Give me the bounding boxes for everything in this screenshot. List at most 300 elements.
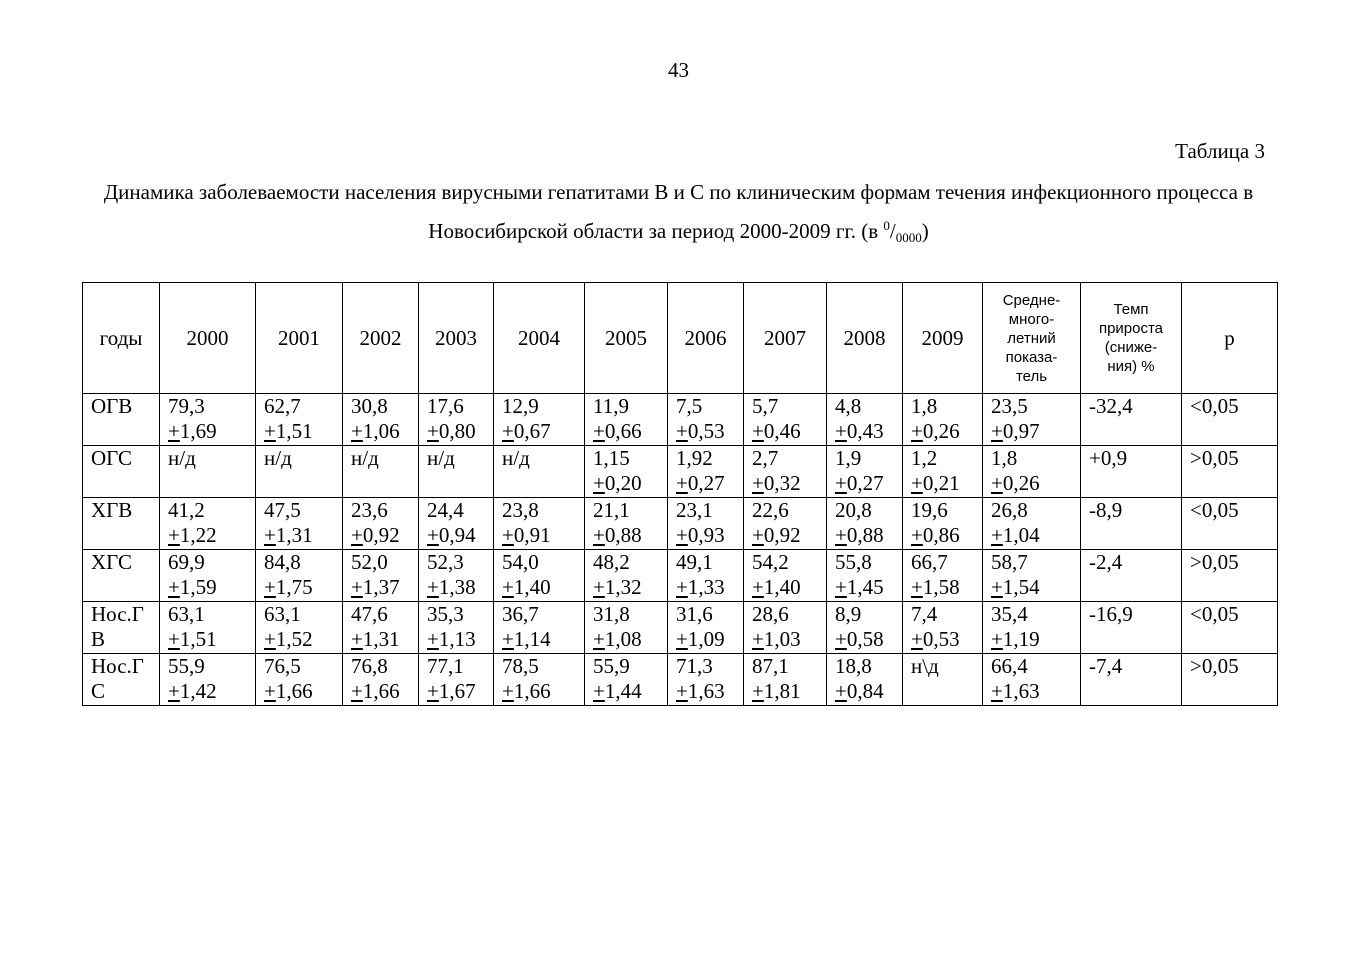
rate-cell [256,654,343,706]
rate-value-line: +0,21 [911,471,960,495]
rate-value-line: +1,42 [168,679,217,703]
rate-value-line: +0,88 [593,523,642,547]
rate-value-line: 63,1 [168,602,205,626]
average-value-line: +0,26 [991,471,1040,495]
plus-minus-sign: + [991,679,1003,703]
rate-cell [903,446,983,498]
average-cell [983,498,1081,550]
rate-value-line: 30,8 [351,394,388,418]
row-label [83,550,160,602]
rate-value-line: +1,38 [427,575,476,599]
plus-minus-sign: + [168,627,180,651]
plus-minus-sign: + [676,523,688,547]
rate-value-line: 8,9 [835,602,862,626]
table-row [83,446,1278,498]
header-p-value: р [1182,283,1278,394]
rate-cell [903,654,983,706]
table-row [83,498,1278,550]
title-sup: 0 [883,218,890,233]
row-label-line: ХГС [91,550,133,574]
row-label [83,498,160,550]
plus-minus-sign: + [264,419,276,443]
title-text: Динамика заболеваемости населения вирусными гепатитами В и С по клиническим формам течения инфекционного процесса в Новосибирской области за период 2000-2009 гг. (в [103,180,1254,243]
rate-value-line: 66,7 [911,550,948,574]
rate-value-line: +1,03 [752,627,801,651]
plus-minus-sign: + [264,523,276,547]
rate-value-line: +0,58 [835,627,884,651]
plus-minus-sign: + [676,627,688,651]
rate-cell [419,550,494,602]
rate-cell [744,654,827,706]
rate-cell [419,602,494,654]
rate-value-line: 78,5 [502,654,539,678]
plus-minus-sign: + [991,419,1003,443]
rate-value-line: +1,67 [427,679,476,703]
rate-cell [827,654,903,706]
rate-cell [903,394,983,446]
rate-value-line: 11,9 [593,394,629,418]
table-label: Таблица 3 [1175,139,1265,163]
growth-cell: +0,9 [1081,446,1182,498]
growth-cell: -8,9 [1081,498,1182,550]
title-slash: / [889,219,896,243]
plus-minus-sign: + [911,627,923,651]
rate-cell [668,394,744,446]
rate-cell [494,654,585,706]
rate-value-line: +1,14 [502,627,551,651]
rate-cell [903,550,983,602]
p-value-cell: <0,05 [1182,498,1278,550]
rate-cell [343,654,419,706]
table-row [83,654,1278,706]
row-label-line: ХГВ [91,498,133,522]
rate-cell [903,602,983,654]
rate-value-line: +0,20 [593,471,642,495]
rate-value-line: 23,6 [351,498,388,522]
plus-minus-sign: + [676,575,688,599]
rate-value-line: +1,58 [911,575,960,599]
table-body [83,394,1278,706]
header-year: 2005 [585,283,668,394]
row-label-line: ОГС [91,446,133,470]
plus-minus-sign: + [168,679,180,703]
rate-value-line: 36,7 [502,602,539,626]
rate-value-line: 54,0 [502,550,539,574]
rate-value-line: 49,1 [676,550,713,574]
incidence-table [82,282,1278,706]
rate-cell [256,550,343,602]
plus-minus-sign: + [991,627,1003,651]
plus-minus-sign: + [168,575,180,599]
row-label-line: Нос.Г [91,602,144,626]
rate-cell [827,550,903,602]
rate-cell [419,446,494,498]
plus-minus-sign: + [752,419,764,443]
plus-minus-sign: + [351,627,363,651]
rate-value-line: 84,8 [264,550,301,574]
plus-minus-sign: + [835,471,847,495]
rate-value-line: 12,9 [502,394,539,418]
rate-value-line: +0,43 [835,419,884,443]
plus-minus-sign: + [427,419,439,443]
rate-value-line: +1,13 [427,627,476,651]
header-average-line: много- [1008,310,1055,328]
rate-value-line: +1,81 [752,679,801,703]
rate-value-line: +1,52 [264,627,313,651]
rate-cell [827,446,903,498]
rate-value-line: 20,8 [835,498,872,522]
rate-value-line: 1,2 [911,446,938,470]
plus-minus-sign: + [676,679,688,703]
rate-value-line: +0,92 [752,523,801,547]
plus-minus-sign: + [835,419,847,443]
row-label-line: ОГВ [91,394,133,418]
growth-cell: -2,4 [1081,550,1182,602]
rate-value-line: 5,7 [752,394,779,418]
plus-minus-sign: + [593,679,605,703]
table-row [83,394,1278,446]
plus-minus-sign: + [351,575,363,599]
rate-value-line: +0,84 [835,679,884,703]
rate-value-line: +1,75 [264,575,313,599]
average-value-line: 1,8 [991,446,1018,470]
plus-minus-sign: + [835,575,847,599]
rate-value-line: 1,15 [593,446,630,470]
plus-minus-sign: + [593,575,605,599]
rate-value-line: +1,69 [168,419,217,443]
rate-value-line: +0,93 [676,523,725,547]
plus-minus-sign: + [168,419,180,443]
rate-value-line: 47,6 [351,602,388,626]
rate-value-line: н/д [168,446,196,470]
rate-value-line: 18,8 [835,654,872,678]
rate-cell [419,498,494,550]
rate-value-line: +1,32 [593,575,642,599]
table-row [83,550,1278,602]
rate-cell [160,550,256,602]
plus-minus-sign: + [752,679,764,703]
rate-value-line: +1,66 [264,679,313,703]
rate-value-line: 23,8 [502,498,539,522]
plus-minus-sign: + [264,679,276,703]
plus-minus-sign: + [502,419,514,443]
average-value-line: 23,5 [991,394,1028,418]
plus-minus-sign: + [593,471,605,495]
rate-cell [585,394,668,446]
header-average-line: летний [1007,329,1056,347]
plus-minus-sign: + [911,575,923,599]
rate-value-line: +1,33 [676,575,725,599]
header-growth-rate-line: ния) % [1107,358,1155,375]
plus-minus-sign: + [991,575,1003,599]
plus-minus-sign: + [168,523,180,547]
rate-value-line: 19,6 [911,498,948,522]
average-value-line: +0,97 [991,419,1040,443]
header-average [983,283,1081,394]
average-cell [983,394,1081,446]
header-year: 2007 [744,283,827,394]
rate-value-line: 35,3 [427,602,464,626]
header-year: 2001 [256,283,343,394]
header-average-line: тель [1015,367,1048,385]
rate-value-line: н/д [427,446,455,470]
rate-value-line: +0,80 [427,419,476,443]
rate-value-line: 55,9 [168,654,205,678]
plus-minus-sign: + [264,627,276,651]
header-year: 2002 [343,283,419,394]
rate-value-line: +1,40 [502,575,551,599]
rate-value-line: 47,5 [264,498,301,522]
header-average-line: Средне- [1002,291,1061,309]
rate-value-line: +1,08 [593,627,642,651]
rate-value-line: 41,2 [168,498,205,522]
rate-value-line: +0,32 [752,471,801,495]
rate-cell [744,498,827,550]
growth-cell: -16,9 [1081,602,1182,654]
plus-minus-sign: + [593,627,605,651]
average-value-line: 58,7 [991,550,1028,574]
rate-value-line: 7,5 [676,394,703,418]
rate-value-line: +1,51 [264,419,313,443]
plus-minus-sign: + [676,419,688,443]
rate-cell [585,654,668,706]
rate-cell [343,550,419,602]
plus-minus-sign: + [502,575,514,599]
rate-value-line: +0,88 [835,523,884,547]
plus-minus-sign: + [835,523,847,547]
row-label [83,654,160,706]
p-value-cell: >0,05 [1182,654,1278,706]
rate-cell [160,654,256,706]
row-label [83,602,160,654]
plus-minus-sign: + [911,471,923,495]
plus-minus-sign: + [502,679,514,703]
header-growth-rate-line: прироста [1098,320,1164,337]
plus-minus-sign: + [427,627,439,651]
rate-cell [668,602,744,654]
rate-cell [343,498,419,550]
rate-cell [494,550,585,602]
rate-value-line: +1,22 [168,523,217,547]
plus-minus-sign: + [752,575,764,599]
rate-value-line: 31,6 [676,602,713,626]
rate-value-line: +1,31 [264,523,313,547]
rate-value-line: 87,1 [752,654,789,678]
rate-cell [827,394,903,446]
growth-cell: -32,4 [1081,394,1182,446]
rate-cell [494,394,585,446]
rate-cell [668,654,744,706]
header-growth-rate-line: (сниже- [1104,339,1158,356]
rate-value-line: 1,9 [835,446,862,470]
average-cell [983,446,1081,498]
p-value-cell: <0,05 [1182,602,1278,654]
row-label-line: В [91,627,106,651]
rate-value-line: +0,94 [427,523,476,547]
title-sub: 0000 [895,230,922,245]
average-value-line: 26,8 [991,498,1028,522]
header-year: 2006 [668,283,744,394]
rate-value-line: 4,8 [835,394,862,418]
plus-minus-sign: + [427,523,439,547]
rate-value-line: 22,6 [752,498,789,522]
rate-cell [419,654,494,706]
header-row-label: годы [83,283,160,394]
rate-cell [494,446,585,498]
plus-minus-sign: + [835,679,847,703]
rate-value-line: 2,7 [752,446,779,470]
rate-value-line: +1,51 [168,627,217,651]
rate-value-line: 23,1 [676,498,713,522]
rate-cell [160,446,256,498]
plus-minus-sign: + [351,419,363,443]
rate-value-line: 63,1 [264,602,301,626]
rate-value-line: 62,7 [264,394,301,418]
header-average-line: показа- [1005,348,1058,366]
rate-value-line: +0,53 [911,627,960,651]
rate-value-line: 79,3 [168,394,205,418]
rate-cell [343,602,419,654]
plus-minus-sign: + [911,419,923,443]
rate-value-line: 77,1 [427,654,464,678]
header-year: 2003 [419,283,494,394]
rate-value-line: +1,31 [351,627,400,651]
plus-minus-sign: + [502,627,514,651]
rate-value-line: 7,4 [911,602,938,626]
rate-value-line: +0,86 [911,523,960,547]
plus-minus-sign: + [991,471,1003,495]
plus-minus-sign: + [264,575,276,599]
header-year: 2008 [827,283,903,394]
rate-cell [256,446,343,498]
rate-value-line: +0,53 [676,419,725,443]
rate-value-line: +1,45 [835,575,884,599]
row-label-line: Нос.Г [91,654,144,678]
plus-minus-sign: + [427,679,439,703]
header-year: 2009 [903,283,983,394]
rate-value-line: +0,92 [351,523,400,547]
rate-value-line: 28,6 [752,602,789,626]
average-value-line: +1,19 [991,627,1040,651]
row-label [83,394,160,446]
rate-cell [343,446,419,498]
rate-value-line: +0,91 [502,523,551,547]
plus-minus-sign: + [752,471,764,495]
rate-cell [744,446,827,498]
average-value-line: 66,4 [991,654,1028,678]
rate-value-line: 17,6 [427,394,464,418]
header-growth-rate [1081,283,1182,394]
rate-value-line: 76,5 [264,654,301,678]
rate-cell [668,446,744,498]
plus-minus-sign: + [911,523,923,547]
plus-minus-sign: + [835,627,847,651]
rate-value-line: 52,3 [427,550,464,574]
rate-cell [256,602,343,654]
rate-value-line: 76,8 [351,654,388,678]
rate-value-line: 55,9 [593,654,630,678]
rate-cell [903,498,983,550]
title-close: ) [921,219,929,243]
table-row [83,602,1278,654]
rate-value-line: +0,66 [593,419,642,443]
average-value-line: +1,63 [991,679,1040,703]
rate-value-line: +0,46 [752,419,801,443]
page-number: 43 [668,58,689,82]
header-year: 2004 [494,283,585,394]
rate-cell [494,498,585,550]
rate-value-line: +1,44 [593,679,642,703]
rate-value-line: +1,37 [351,575,400,599]
rate-value-line: +1,59 [168,575,217,599]
rate-value-line: н\д [911,654,939,678]
rate-value-line: 69,9 [168,550,205,574]
average-cell [983,654,1081,706]
average-value-line: +1,04 [991,523,1040,547]
rate-cell [343,394,419,446]
plus-minus-sign: + [752,523,764,547]
rate-value-line: н/д [264,446,292,470]
rate-cell [744,550,827,602]
plus-minus-sign: + [351,523,363,547]
rate-cell [585,550,668,602]
p-value-cell: >0,05 [1182,446,1278,498]
rate-value-line: 31,8 [593,602,630,626]
rate-value-line: +1,66 [351,679,400,703]
rate-value-line: 21,1 [593,498,630,522]
rate-cell [668,498,744,550]
rate-value-line: 48,2 [593,550,630,574]
plus-minus-sign: + [991,523,1003,547]
rate-cell [160,498,256,550]
rate-value-line: н/д [351,446,379,470]
plus-minus-sign: + [593,419,605,443]
p-value-cell: >0,05 [1182,550,1278,602]
rate-cell [668,550,744,602]
plus-minus-sign: + [752,627,764,651]
rate-cell [585,602,668,654]
rate-cell [585,446,668,498]
rate-cell [419,394,494,446]
rate-value-line: 54,2 [752,550,789,574]
plus-minus-sign: + [351,679,363,703]
rate-value-line: 52,0 [351,550,388,574]
rate-value-line: +0,27 [676,471,725,495]
rate-cell [256,394,343,446]
average-value-line: 35,4 [991,602,1028,626]
rate-cell [256,498,343,550]
table-title [70,173,1287,251]
rate-value-line: +0,27 [835,471,884,495]
rate-value-line: 55,8 [835,550,872,574]
header-year: 2000 [160,283,256,394]
rate-cell [585,498,668,550]
rate-cell [744,602,827,654]
growth-cell: -7,4 [1081,654,1182,706]
plus-minus-sign: + [427,575,439,599]
rate-value-line: 71,3 [676,654,713,678]
rate-value-line: +1,06 [351,419,400,443]
rate-value-line: +0,67 [502,419,551,443]
header-growth-rate-line: Темп [1113,301,1149,318]
rate-cell [827,602,903,654]
rate-cell [160,394,256,446]
rate-value-line: 24,4 [427,498,464,522]
rate-cell [160,602,256,654]
rate-value-line: 1,92 [676,446,713,470]
header-row [83,283,1278,394]
rate-cell [827,498,903,550]
